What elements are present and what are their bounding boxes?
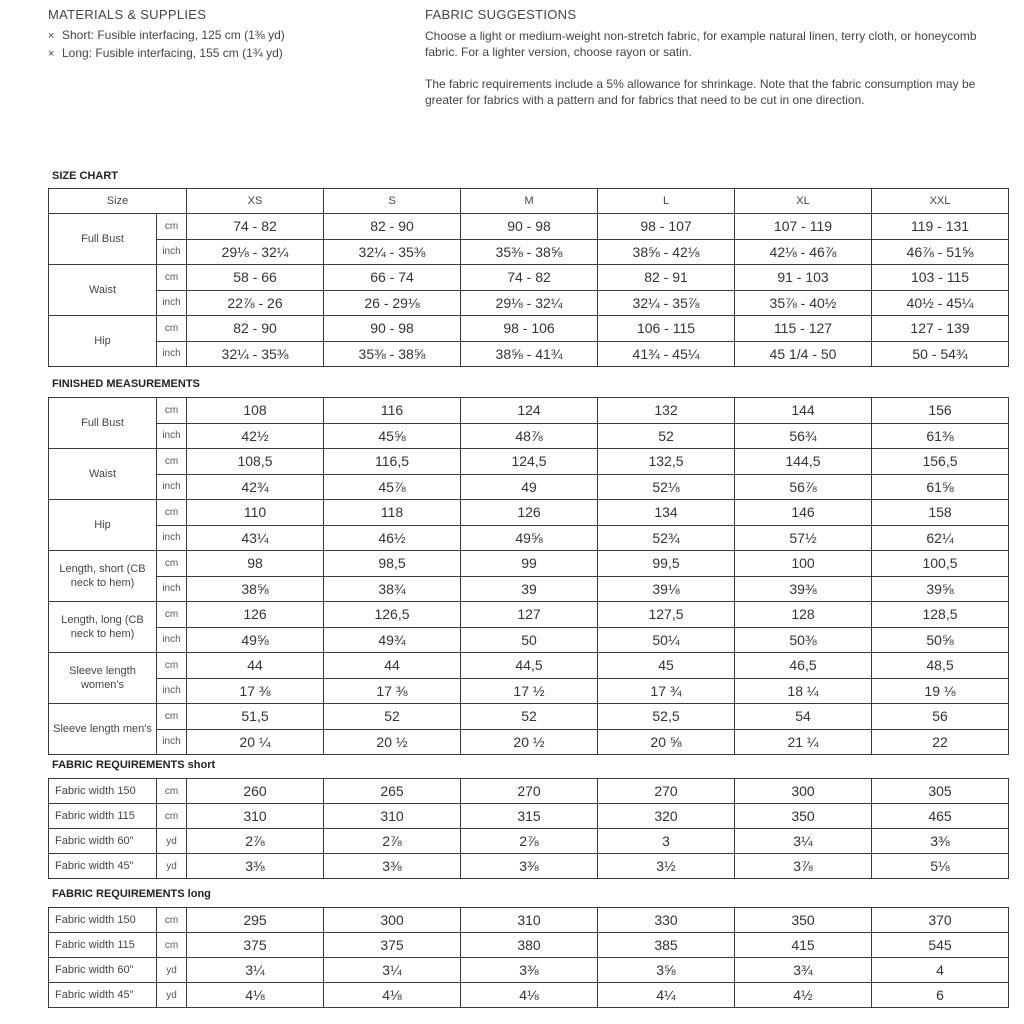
table-cell: 99,5 [598,551,735,577]
table-cell: 305 [872,779,1009,804]
table-cell: 4⅛ [461,983,598,1008]
table-cell: 380 [461,933,598,958]
table-cell: 3⅜ [461,854,598,879]
table-cell: 44 [324,653,461,679]
table-cell: 17 ¾ [598,678,735,704]
table-cell: 56 [872,704,1009,730]
table-cell: 98 - 106 [461,316,598,342]
table-cell: 49¾ [324,627,461,653]
table-cell: 4¼ [598,983,735,1008]
table-cell: 52⅛ [598,474,735,500]
table-cell: 295 [187,908,324,933]
row-label: Sleeve length men's [49,704,157,755]
table-cell: 100,5 [872,551,1009,577]
table-cell: 260 [187,779,324,804]
table-cell: 156 [872,398,1009,424]
bullet-x-icon: × [48,48,55,60]
table-cell: 20 ½ [461,729,598,755]
size-header-cell: S [324,189,461,214]
table-cell: 3⅜ [872,829,1009,854]
table-cell: 3⅜ [461,958,598,983]
fabric-row [49,958,1009,983]
table-cell: 115 - 127 [735,316,872,342]
fabric-row [49,983,1009,1008]
fabric-row [49,779,1009,804]
fabric-row [49,908,1009,933]
table-cell: 35⅞ - 40½ [735,290,872,316]
table-cell: 82 - 91 [598,265,735,291]
table-cell: 127,5 [598,602,735,628]
finished-row [49,704,1009,730]
size-chart-row [49,316,1009,342]
table-cell: 82 - 90 [187,316,324,342]
table-cell: 32¼ - 35⅜ [187,341,324,367]
table-cell: 49⅝ [187,627,324,653]
unit-label: cm [157,704,187,730]
materials-heading: MATERIALS & SUPPLIES [48,7,207,22]
size-header-cell: M [461,189,598,214]
table-cell: 370 [872,908,1009,933]
size-chart-table [48,188,1009,367]
unit-label: inch [157,729,187,755]
fabric-requirements-long-table [48,907,1009,1008]
fabric-requirements-long-title: FABRIC REQUIREMENTS long [52,888,211,900]
table-cell: 158 [872,500,1009,526]
fabric-width-label: Fabric width 60" [49,829,157,854]
unit-label: cm [157,551,187,577]
table-cell: 20 ⅝ [598,729,735,755]
fabric-requirements-short-title: FABRIC REQUIREMENTS short [52,759,216,771]
materials-item [48,27,285,45]
table-cell: 270 [598,779,735,804]
size-header-label: Size [49,189,187,214]
table-cell: 22 [872,729,1009,755]
size-header-row [49,189,1009,214]
table-cell: 5⅛ [872,854,1009,879]
table-cell: 52 [324,704,461,730]
table-cell: 38¾ [324,576,461,602]
table-cell: 100 [735,551,872,577]
table-cell: 22⅞ - 26 [187,290,324,316]
finished-row [49,653,1009,679]
table-cell: 124 [461,398,598,424]
row-label: Length, short (CB neck to hem) [49,551,157,602]
table-cell: 35⅜ - 38⅝ [324,341,461,367]
finished-row [49,398,1009,424]
table-cell: 132 [598,398,735,424]
table-cell: 320 [598,804,735,829]
table-cell: 74 - 82 [461,265,598,291]
table-cell: 310 [187,804,324,829]
table-cell: 45⅞ [324,474,461,500]
table-cell: 4⅛ [324,983,461,1008]
fabric-row [49,829,1009,854]
table-cell: 82 - 90 [324,214,461,240]
unit-label: inch [157,627,187,653]
table-cell: 98 - 107 [598,214,735,240]
table-cell: 310 [324,804,461,829]
row-label: Waist [49,265,157,316]
finished-measurements-title: FINISHED MEASUREMENTS [52,378,200,390]
table-cell: 6 [872,983,1009,1008]
table-cell: 39⅛ [598,576,735,602]
table-cell: 156,5 [872,449,1009,475]
finished-measurements-table [48,397,1009,755]
table-cell: 126 [187,602,324,628]
unit-label: cm [157,449,187,475]
finished-row [49,500,1009,526]
table-cell: 35⅜ - 38⅝ [461,239,598,265]
table-cell: 3¼ [735,829,872,854]
finished-row [49,423,1009,449]
unit-label: inch [157,576,187,602]
table-cell: 52 [461,704,598,730]
table-cell: 3 [598,829,735,854]
finished-row [49,474,1009,500]
table-cell: 126 [461,500,598,526]
table-cell: 4 [872,958,1009,983]
finished-row [49,729,1009,755]
table-cell: 45 [598,653,735,679]
table-cell: 50 - 54¾ [872,341,1009,367]
row-label: Length, long (CB neck to hem) [49,602,157,653]
fabric-row [49,854,1009,879]
fabric-width-label: Fabric width 115 [49,804,157,829]
table-cell: 32¼ - 35⅞ [598,290,735,316]
materials-item [48,45,285,63]
unit-label: cm [157,804,187,829]
finished-row [49,525,1009,551]
unit-label: cm [157,265,187,291]
unit-label: yd [157,829,187,854]
table-cell: 48,5 [872,653,1009,679]
table-cell: 144 [735,398,872,424]
unit-label: cm [157,908,187,933]
table-cell: 108,5 [187,449,324,475]
size-chart-row [49,214,1009,240]
table-cell: 56⅞ [735,474,872,500]
unit-label: cm [157,214,187,240]
table-cell: 38⅝ - 41¾ [461,341,598,367]
table-cell: 108 [187,398,324,424]
materials-list [48,27,285,63]
table-cell: 61⅜ [872,423,1009,449]
fabric-width-label: Fabric width 150 [49,908,157,933]
table-cell: 124,5 [461,449,598,475]
unit-label: cm [157,933,187,958]
table-cell: 132,5 [598,449,735,475]
table-cell: 350 [735,804,872,829]
table-cell: 144,5 [735,449,872,475]
fabric-width-label: Fabric width 45" [49,854,157,879]
table-cell: 43¼ [187,525,324,551]
unit-label: inch [157,341,187,367]
table-cell: 17 ⅜ [187,678,324,704]
table-cell: 350 [735,908,872,933]
table-cell: 415 [735,933,872,958]
table-cell: 134 [598,500,735,526]
table-cell: 40½ - 45¼ [872,290,1009,316]
table-cell: 3¾ [735,958,872,983]
table-cell: 50 [461,627,598,653]
fabric-suggestions-text: Choose a light or medium-weight non-stretch fabric, for example natural linen, terry cloth, or honeycomb fabric. For a lighter version, choose rayon or satin. [425,29,977,59]
finished-row [49,602,1009,628]
fabric-suggestions-heading: FABRIC SUGGESTIONS [425,7,577,22]
table-cell: 315 [461,804,598,829]
table-cell: 3¼ [187,958,324,983]
table-cell: 41¾ - 45¼ [598,341,735,367]
table-cell: 57½ [735,525,872,551]
table-cell: 50¼ [598,627,735,653]
table-cell: 91 - 103 [735,265,872,291]
table-cell: 545 [872,933,1009,958]
table-cell: 20 ½ [324,729,461,755]
table-cell: 46½ [324,525,461,551]
table-cell: 42½ [187,423,324,449]
table-cell: 32¼ - 35⅜ [324,239,461,265]
table-cell: 128 [735,602,872,628]
finished-row [49,678,1009,704]
finished-row [49,576,1009,602]
unit-label: inch [157,678,187,704]
unit-label: yd [157,983,187,1008]
table-cell: 66 - 74 [324,265,461,291]
materials-item-text: Short: Fusible interfacing, 125 cm (1⅜ yd) [62,28,285,42]
table-cell: 116 [324,398,461,424]
table-cell: 42⅛ - 46⅞ [735,239,872,265]
unit-label: cm [157,653,187,679]
table-cell: 20 ¼ [187,729,324,755]
table-cell: 310 [461,908,598,933]
table-cell: 44 [187,653,324,679]
fabric-row [49,804,1009,829]
unit-label: inch [157,290,187,316]
table-cell: 3½ [598,854,735,879]
table-cell: 58 - 66 [187,265,324,291]
table-cell: 74 - 82 [187,214,324,240]
size-header-cell: XXL [872,189,1009,214]
table-cell: 4⅛ [187,983,324,1008]
size-header-cell: XS [187,189,324,214]
table-cell: 127 [461,602,598,628]
table-cell: 49⅝ [461,525,598,551]
table-cell: 51,5 [187,704,324,730]
table-cell: 44,5 [461,653,598,679]
table-cell: 45⅝ [324,423,461,449]
table-cell: 39⅝ [872,576,1009,602]
unit-label: cm [157,602,187,628]
table-cell: 375 [187,933,324,958]
table-cell: 49 [461,474,598,500]
size-chart-row [49,265,1009,291]
table-cell: 42¾ [187,474,324,500]
fabric-row [49,933,1009,958]
table-cell: 26 - 29⅛ [324,290,461,316]
table-cell: 17 ⅜ [324,678,461,704]
size-header-cell: L [598,189,735,214]
size-chart-row [49,239,1009,265]
table-cell: 90 - 98 [324,316,461,342]
table-cell: 110 [187,500,324,526]
table-cell: 29⅛ - 32¼ [461,290,598,316]
fabric-width-label: Fabric width 45" [49,983,157,1008]
table-cell: 98 [187,551,324,577]
table-cell: 54 [735,704,872,730]
unit-label: cm [157,316,187,342]
table-cell: 61⅝ [872,474,1009,500]
table-cell: 38⅝ [187,576,324,602]
table-cell: 17 ½ [461,678,598,704]
table-cell: 48⅞ [461,423,598,449]
table-cell: 3⅜ [187,854,324,879]
table-cell: 127 - 139 [872,316,1009,342]
row-label: Full Bust [49,214,157,265]
unit-label: inch [157,239,187,265]
table-cell: 90 - 98 [461,214,598,240]
table-cell: 128,5 [872,602,1009,628]
table-cell: 103 - 115 [872,265,1009,291]
unit-label: yd [157,958,187,983]
row-label: Hip [49,316,157,367]
fabric-width-label: Fabric width 60" [49,958,157,983]
table-cell: 19 ⅛ [872,678,1009,704]
table-cell: 4½ [735,983,872,1008]
table-cell: 126,5 [324,602,461,628]
finished-row [49,627,1009,653]
table-cell: 116,5 [324,449,461,475]
table-cell: 265 [324,779,461,804]
unit-label: cm [157,779,187,804]
table-cell: 375 [324,933,461,958]
table-cell: 39⅜ [735,576,872,602]
fabric-allowance-note: The fabric requirements include a 5% allowance for shrinkage. Note that the fabric consumption may be greater for fabrics with a pattern and for fabrics that need to be cut in one direction. [425,77,976,107]
unit-label: inch [157,474,187,500]
fabric-width-label: Fabric width 150 [49,779,157,804]
size-chart-title: SIZE CHART [52,170,118,182]
size-chart-row [49,341,1009,367]
unit-label: inch [157,423,187,449]
table-cell: 2⅞ [324,829,461,854]
table-cell: 2⅞ [461,829,598,854]
table-cell: 50⅜ [735,627,872,653]
table-cell: 118 [324,500,461,526]
finished-row [49,449,1009,475]
table-cell: 3¼ [324,958,461,983]
unit-label: yd [157,854,187,879]
table-cell: 107 - 119 [735,214,872,240]
finished-row [49,551,1009,577]
table-cell: 46⅞ - 51⅝ [872,239,1009,265]
table-cell: 99 [461,551,598,577]
table-cell: 45 1/4 - 50 [735,341,872,367]
table-cell: 50⅝ [872,627,1009,653]
row-label: Waist [49,449,157,500]
table-cell: 39 [461,576,598,602]
table-cell: 21 ¼ [735,729,872,755]
table-cell: 46,5 [735,653,872,679]
table-cell: 18 ¼ [735,678,872,704]
table-cell: 3⅝ [598,958,735,983]
size-chart-row [49,290,1009,316]
table-cell: 385 [598,933,735,958]
table-cell: 300 [324,908,461,933]
table-cell: 98,5 [324,551,461,577]
table-cell: 119 - 131 [872,214,1009,240]
table-cell: 3⅜ [324,854,461,879]
size-header-cell: XL [735,189,872,214]
table-cell: 300 [735,779,872,804]
table-cell: 38⅝ - 42⅛ [598,239,735,265]
row-label: Hip [49,500,157,551]
row-label: Full Bust [49,398,157,449]
materials-item-text: Long: Fusible interfacing, 155 cm (1¾ yd) [62,46,283,60]
bullet-x-icon: × [48,30,55,42]
table-cell: 52,5 [598,704,735,730]
unit-label: cm [157,500,187,526]
fabric-width-label: Fabric width 115 [49,933,157,958]
table-cell: 52¾ [598,525,735,551]
table-cell: 106 - 115 [598,316,735,342]
unit-label: cm [157,398,187,424]
table-cell: 3⅞ [735,854,872,879]
unit-label: inch [157,525,187,551]
table-cell: 2⅞ [187,829,324,854]
table-cell: 29⅛ - 32¼ [187,239,324,265]
table-cell: 62¼ [872,525,1009,551]
table-cell: 146 [735,500,872,526]
table-cell: 270 [461,779,598,804]
table-cell: 56¾ [735,423,872,449]
row-label: Sleeve length women's [49,653,157,704]
table-cell: 52 [598,423,735,449]
table-cell: 465 [872,804,1009,829]
fabric-requirements-short-table [48,778,1009,879]
table-cell: 330 [598,908,735,933]
